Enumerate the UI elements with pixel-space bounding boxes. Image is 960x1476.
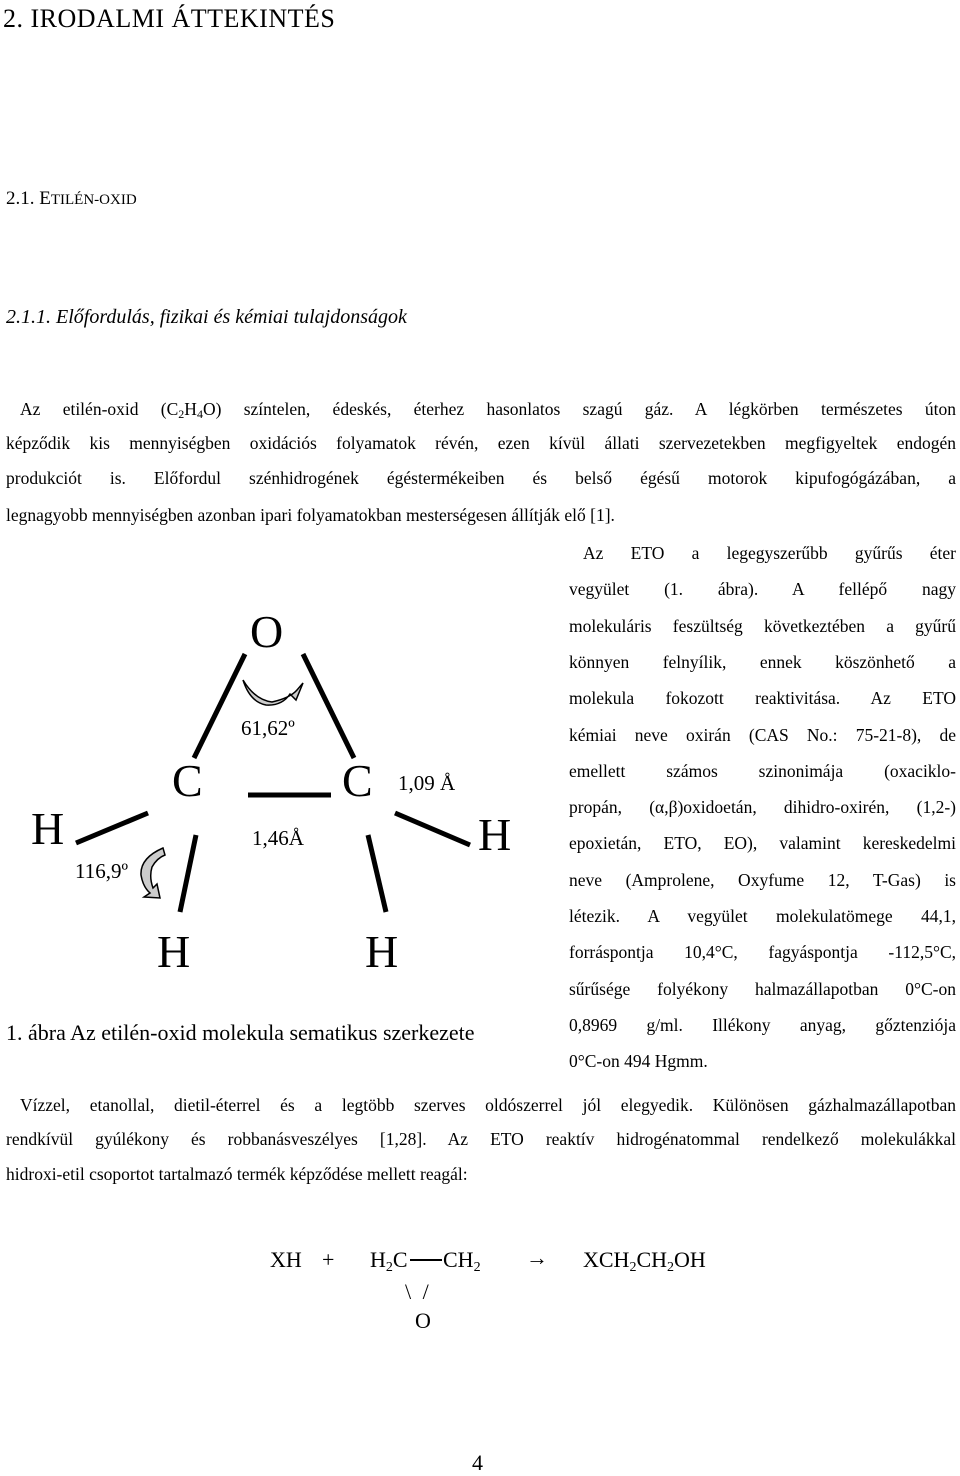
- equation-oxygen: O: [415, 1308, 431, 1333]
- side-text-line: 0,8969 g/ml. Illékony anyag, gőztenziója: [569, 1014, 956, 1035]
- equation-ring-bonds: \ /: [405, 1279, 432, 1304]
- bond-h-c-left: [76, 813, 148, 843]
- equation-plus: +: [322, 1247, 335, 1272]
- intro-line-3: produkciót is. Előfordul szénhidrogének égéstermékeiben és belső égésű motorok kipufogógázában, a: [6, 468, 956, 488]
- atom-hydrogen-right: H: [478, 809, 512, 860]
- chapter-heading: 2. IRODALMI ÁTTEKINTÉS: [3, 4, 336, 33]
- side-text-line: 0°C-on 494 Hgmm.: [569, 1051, 708, 1072]
- para2-line-1: Vízzel, etanollal, dietil-éterrel és a legtöbb szerves oldószerrel jól elegyedik. Különösen gázhalmazállapotban: [20, 1095, 956, 1115]
- side-text-line: forráspontja 10,4°C, fagyáspontja -112,5°C,: [569, 942, 956, 963]
- equation-product: $XCH_2CH_2OH$: [583, 1247, 706, 1275]
- section-title-rest: TILÉN-OXID: [50, 192, 137, 208]
- bond-c-h-right: [395, 813, 470, 845]
- side-text-line: könnyen felnyílik, ennek köszönhető a: [569, 651, 956, 672]
- figure-caption: 1. ábra Az etilén-oxid molekula sematikus szerkezete: [6, 1020, 475, 1045]
- atom-hydrogen-left: H: [31, 803, 65, 854]
- intro-line-1: Az etilén-oxid $(C_2H_4O)$ színtelen, édeskés, éterhez hasonlatos szagú gáz. A légkörben természetes úton: [20, 399, 956, 421]
- side-text-line: sűrűsége folyékony halmazállapotban 0°C-on: [569, 978, 956, 999]
- atom-carbon-left: C: [172, 755, 203, 806]
- equation-arrow: →: [526, 1245, 548, 1270]
- side-text-line: molekuláris feszültség következtében a gyűrű: [569, 615, 956, 636]
- side-text-line: Az ETO a legegyszerűbb gyűrűs éter: [583, 543, 956, 563]
- bond-o-c-right: [303, 654, 354, 758]
- atom-oxygen: O: [250, 606, 284, 657]
- bond-length-ch: 1,09 Å: [398, 771, 456, 795]
- intro-line-4: legnagyobb mennyiségben azonban ipari folyamatokban mesterségesen állítják elő [1].: [6, 505, 615, 525]
- angle-label-top: 61,62º: [241, 716, 295, 740]
- equation-reactant-xh: XH: [270, 1247, 302, 1272]
- bond-o-c-left: [194, 654, 245, 758]
- side-text-line: kémiai neve oxirán (CAS No.: 75-21-8), de: [569, 724, 956, 745]
- side-text-line: neve (Amprolene, Oxyfume 12, T-Gas) is: [569, 869, 956, 890]
- section-title-initial: E: [39, 188, 51, 209]
- side-text-line: propán, (α,β)oxidoetán, dihidro-oxirén, (1,2-): [569, 797, 956, 818]
- atom-carbon-right: C: [342, 755, 373, 806]
- subsection-heading: 2.1.1. Előfordulás, fizikai és kémiai tulajdonságok: [6, 306, 407, 328]
- side-text-line: emellett számos szinonimája (oxaciklo-: [569, 760, 956, 781]
- equation-ethylene-oxide: $H_2C$: [370, 1247, 408, 1275]
- para2-line-2: rendkívül gyúlékony és robbanásveszélyes [1,28]. Az ETO reaktív hidrogénatommal rendelkező molekulákkal: [6, 1129, 956, 1149]
- side-text-line: epoxietán, ETO, EO), valamint kereskedelmi: [569, 833, 956, 854]
- section-number: 2.1.: [6, 188, 40, 209]
- bond-c-h-bottom-right: [368, 835, 386, 912]
- side-text-line: vegyület (1. ábra). A fellépő nagy: [569, 579, 956, 600]
- page-number: 4: [472, 1450, 483, 1475]
- para2-line-3: hidroxi-etil csoportot tartalmazó termék képződése mellett reagál:: [6, 1164, 468, 1184]
- angle-arrow-top: [243, 680, 303, 705]
- side-text-line: molekula fokozott reaktivitása. Az ETO: [569, 688, 956, 709]
- equation-ch2: $CH_2$: [443, 1247, 481, 1275]
- angle-label-left: 116,9º: [75, 859, 128, 883]
- equation-cc-bond: [410, 1259, 442, 1261]
- bond-c-h-bottom-left: [180, 835, 196, 912]
- side-text-line: létezik. A vegyület molekulatömege 44,1,: [569, 906, 956, 926]
- bond-length-cc: 1,46Å: [252, 826, 304, 850]
- atom-hydrogen-bottom-left: H: [157, 926, 191, 977]
- angle-arrow-left: [141, 848, 165, 898]
- intro-line-2: képződik kis mennyiségben oxidációs folyamatok révén, ezen kívül állati szervezetekben megfigyeltek endogén: [6, 433, 956, 453]
- atom-hydrogen-bottom-right: H: [365, 926, 399, 977]
